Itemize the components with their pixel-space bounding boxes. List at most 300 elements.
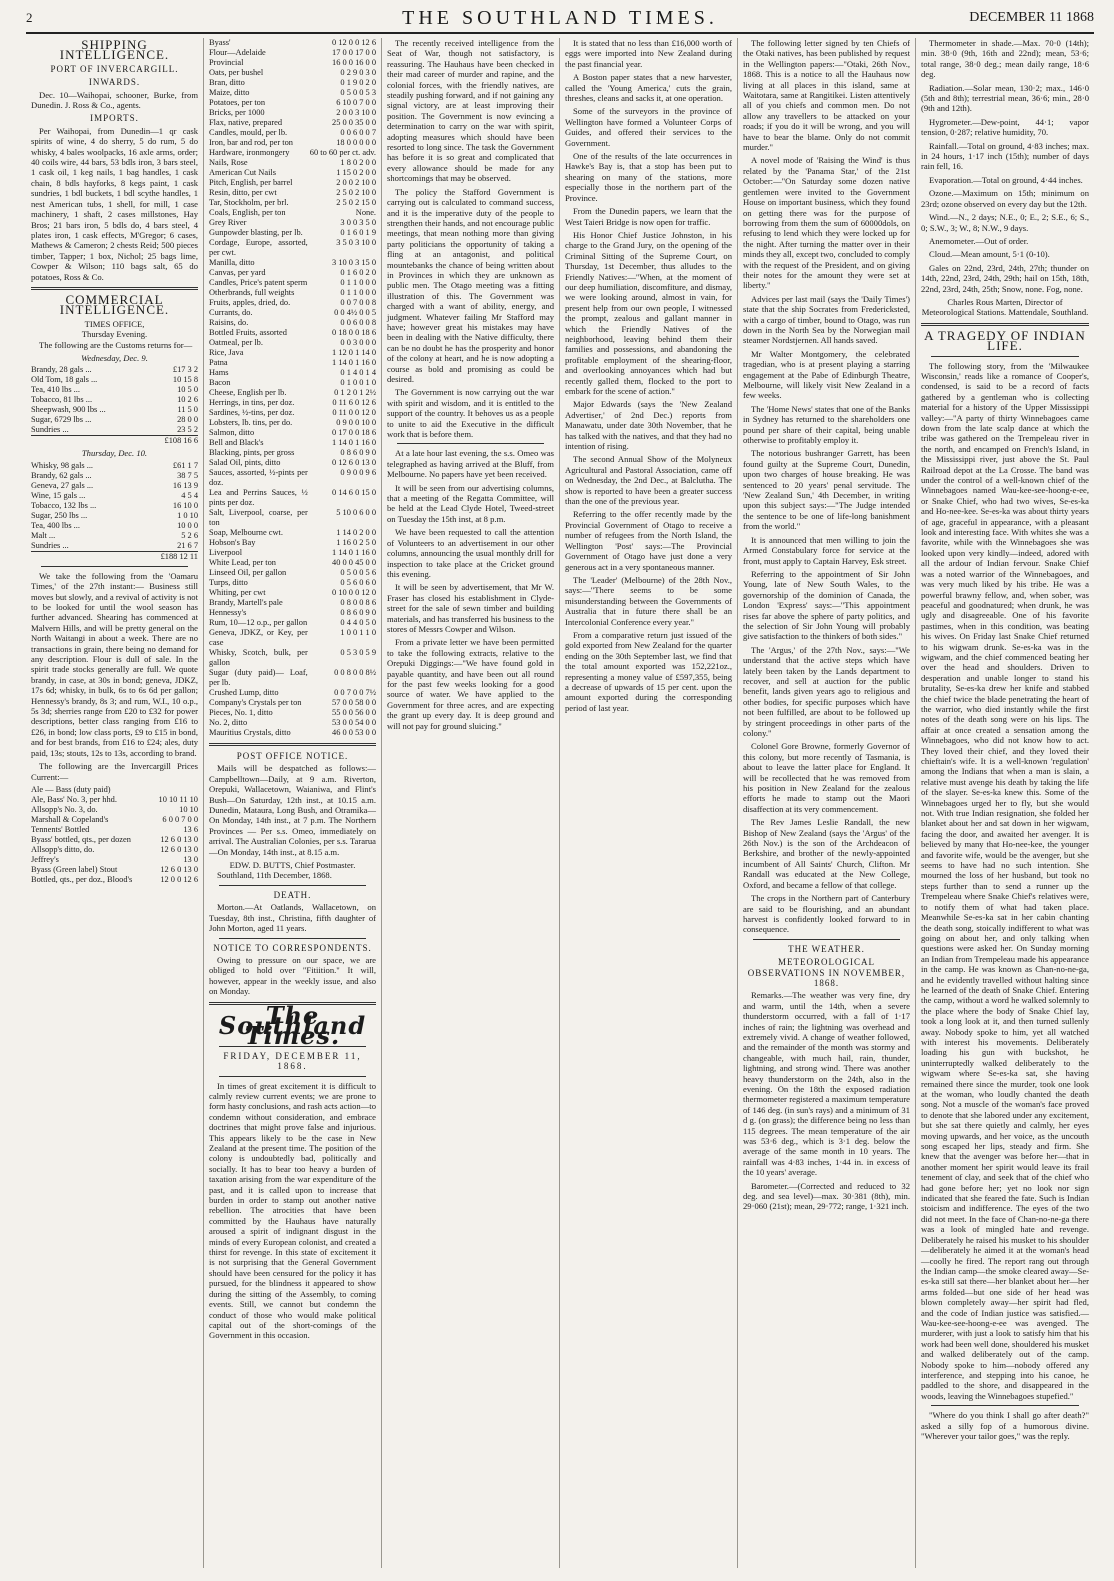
row-item: Turps, ditto xyxy=(209,578,248,587)
row-value: 28 0 0 xyxy=(177,415,198,425)
table-row xyxy=(209,128,376,138)
row-value: 0 1 1 0 0 0 xyxy=(340,288,376,297)
table-row xyxy=(209,538,376,548)
table-row xyxy=(209,208,376,218)
table-row xyxy=(31,471,198,481)
row-item: Candles, mould, per lb. xyxy=(209,128,288,137)
row-item: Ale — Bass (duty paid) xyxy=(31,784,111,794)
table-row xyxy=(209,718,376,728)
table-row xyxy=(31,865,198,875)
table-row xyxy=(209,108,376,118)
post-office-dated: Southland, 11th December, 1868. xyxy=(217,870,332,881)
news-item: Some of the surveyors in the province of Wellington have formed a Volunteer Corps of Guides, and offered their services to the Government. xyxy=(565,106,732,148)
row-item: Allsopp's No. 3, do. xyxy=(31,804,98,814)
row-item: Jeffrey's xyxy=(31,854,59,864)
row-item: Pieces, No. 1, ditto xyxy=(209,708,273,717)
table-row xyxy=(209,548,376,558)
row-value: 0 0 6 0 0 7 xyxy=(340,128,376,137)
divider xyxy=(931,1405,1079,1406)
row-value: 1 12 0 1 14 0 xyxy=(332,348,376,357)
row-value: 0 11 6 0 12 6 xyxy=(332,398,376,407)
row-item: Hobson's Bay xyxy=(209,538,256,547)
row-value: 2 0 0 3 10 0 xyxy=(336,108,376,117)
row-item: Fruits, apples, dried, do. xyxy=(209,298,291,307)
table-row xyxy=(209,228,376,238)
row-item: Tobacco, 132 lbs ... xyxy=(31,500,97,510)
table-row xyxy=(31,815,198,825)
table-row xyxy=(31,395,198,405)
row-value: 17 0 0 17 0 0 xyxy=(332,48,376,57)
customs-total-2: £188 12 11 xyxy=(31,551,198,562)
row-item: Soap, Melbourne cwt. xyxy=(209,528,283,537)
row-value: 0 1 6 0 1 9 xyxy=(340,228,376,237)
commercial-heading: COMMERCIAL INTELLIGENCE. xyxy=(59,291,170,318)
row-item: Sauces, assorted, ½-pints per doz. xyxy=(209,468,308,487)
news-item: From a private letter we have been permitted to take the following extracts, relative to the Orepuki Diggings:—"We have found gold in payable quantity, and have been out all round for the past few weeks looking for a good source of water. We have applied to the Government for three acres, and are expecting the grant up every day. It is deep ground and will not pay for ground sluicing." xyxy=(387,637,554,731)
row-item: Manilla, ditto xyxy=(209,258,255,267)
prices-intro: The following are the Invercargill Prices Current:— xyxy=(31,761,198,782)
weather-gales: Gales on 22nd, 23rd, 24th, 27th; thunder on 14th, 22nd, 23rd, 24th, 29th; hail on 15th, 18th, 22nd, 23rd, 24th, 25th; Snow, none. Fog, none. xyxy=(921,262,1089,294)
returns-date-1: Wednesday, Dec. 9. xyxy=(81,352,148,363)
divider xyxy=(31,287,198,290)
correspondents-heading: NOTICE TO CORRESPONDENTS. xyxy=(213,942,372,953)
row-item: Sundries ... xyxy=(31,540,69,550)
table-row xyxy=(209,258,376,268)
row-item: Pitch, English, per barrel xyxy=(209,178,293,187)
table-row xyxy=(31,855,198,865)
news-item: A novel mode of 'Raising the Wind' is thus related by the 'Panama Star,' of the 21st October:—"On Saturday some dozen native gentlemen were invited to the Government House on important business, which they found on getting there was for the purpose of borrowing from them the sum of 60000dols, on refusing to lend which they were locked up for the night. After turning the matter over in their minds they all, except two, concluded to comply with the request of the President, and on giving their notes for the amount they were set at liberty." xyxy=(743,155,910,291)
row-item: Ale, Bass' No. 3, per hhd. xyxy=(31,794,117,804)
row-value: 55 0 0 56 0 0 xyxy=(332,708,376,717)
row-value: 18 0 0 0 0 0 xyxy=(336,138,376,147)
row-value: 0 5 0 0 5 6 xyxy=(340,568,376,577)
columns xyxy=(26,38,1094,1568)
table-row xyxy=(209,218,376,228)
weather-barometer: Barometer.—(Corrected and reduced to 32 deg. and sea level)—max. 30·381 (8th), min. 29·060 (21st); mean, 29·772; range, 1·321 inch. xyxy=(743,1180,910,1212)
row-value: 0 0 8 0 0 8½ xyxy=(334,668,376,677)
row-item: Liverpool xyxy=(209,548,243,557)
row-value: 0 0 6 0 0 8 xyxy=(340,318,376,327)
table-row xyxy=(209,588,376,598)
news-item: Referring to the offer recently made by the Provincial Government of Otago to receive a number of refugees from the North Island, the Wellington 'Post' says:—The Provincial Government of Otago have just done a very generous act in a very spontaneous manner. xyxy=(565,509,732,572)
row-value: 1 14 0 1 16 0 xyxy=(332,438,376,447)
row-item: Tar, Stockholm, per brl. xyxy=(209,198,289,207)
customs-total-1-row xyxy=(31,435,198,446)
row-value: 21 6 7 xyxy=(177,540,198,550)
row-value: 16 13 9 xyxy=(172,480,198,490)
tragedy-story: The following story, from the 'Milwaukee Wisconsin,' reads like a romance of Cooper's, condensed, is said to be a record of facts gathered by a gentleman who is collecting material for a history of the Upper Mississippi valley:—"A party of thirty Winnebagoes came down from the late scalp dance at which the tribe was gathered on the Trempeleau river in the north, and encamped on French's Island, in the Mississippi river, just above the St. Paul Railroad depot at the La Crosse. The band was under the control of a well-known chief of the Winnebagoes named Wau-kee-see-hoong-e-ee, or Snake Chief, who had two wives, Se-es-ka and Ho-nee-kee. Se-es-ka was about thirty years of age, graceful in appearance, with a pleasant look and interesting face. With whites she was a favorite, while with the Winnebagoes she was looked upon very kindly—indeed, adored with all the ardour of Indian fervour. Snake Chief was a noted warrior of the Winnebagoes, and was very much liked by his tribe. He was a powerful brawny fellow, and, when sober, was peaceful and goodnatured; when drunk, he was ugly and disagreeable. One of his favorite pastimes, when in this condition, was beating his wives. On Friday last Snake Chief returned to his wigwam drunk. Se-es-ka was in the wigwam, and the chief commenced beating her over the head and shoulders. Driven to desperation and unable longer to stand his brutality, Se-es-ka drew her knife and stabbed the chief twice the blade penetrating the heart of the warrior, who died instantly while the first notes of the death song were on his lips. The affair at once created a sensation among the Winnebagoes, who did not know how to act. They loved their chief, and they loved their chieftain's wife. It is a well-known 'regulation' among the Indians that when a man is slain, a relative must avenge his death by taking the life of the slayer. Se-es-ka knew this. Some of the Winnebagoes urged her to fly, but she would not. With true Indian resignation, she folded her blanket about her and sat down in her wigwam, facing the door, and awaited her avenger. It is believed by many that Ho-nee-kee, the younger and favorite wife, would be the avenger, but she seems to have had no such intention. She mourned the loss of her husband, but took no steps further than to send a runner up the Trempeleau where Snake Chief's relatives were, to notify them of what had taken place. Meanwhile Se-es-ka sat in her cabin chanting the death song, stoically indifferent to what was going on about her, and only talking when questions were asked her. On Sunday morning an Indian from Trempeleau made his appearance in the camp. He was known as Chan-no-ne-ga, and he evidently travelled without halting since he learned of the death of Snake Chief. Entering the camp, without a word he walked solemnly to the place where the body of Snake Chief lay, took a long look at it, and then turned sullenly away. Nobody spoke to him, yet all watched with interest his movements. Deliberately loading his gun with buckshot, he uninterruptedly walked deliberately to the wigwam where Se-es-ka sat, she having remained there since the murder, took one look at the woman, who loudly chanted the death song. Not a muscle of the woman's face proved to denote that she labored under any excitement, but she sat there quietly and calmly, her eyes moving upwards, and her voice, as the uncouth song escaped her lips, steady and firm. She knew that the avenger was before her—that in another moment her spirit would leave its frail tenement of clay, and seek that of the chief who had gone before her; yet no look nor sign indicated that she feared the fate. Such is Indian stoicism and indifference. The eyes of the two did not meet. In the face of Chan-no-ne-ga there was a look of mingled hate and revenge. Deliberately he raised his musket to his shoulder—deliberately he aimed it at the woman's head—coolly he fired. The report rang out through the Indian camp—the smoke cleared away—Se-es-ka still sat there—her blanket about her—her arms folded—but one side of her head was blown completely away—her spirit had fled, and the code of Indian justice was satisfied.—Wau-kee-see-hoong-e-ee was avenged. The murderer, with just a look to satisfy him that his work had been well done, shouldered his musket and walked deliberately out of the camp. Nobody spoke to him—nobody offered any interference, and stepping into his canoe, he paddled to the shore, and disappeared in the woods, leaving the Winnebagoes stupefied." xyxy=(921,360,1089,1401)
row-value: 0 18 0 0 18 6 xyxy=(332,328,376,337)
tragedy-heading: A TRAGEDY OF INDIAN LIFE. xyxy=(924,327,1086,354)
column-6 xyxy=(916,38,1094,1568)
row-value: 16 0 0 16 0 0 xyxy=(332,58,376,67)
table-row xyxy=(209,88,376,98)
row-value: 0 1 2 0 1 2½ xyxy=(334,388,376,397)
leader-paragraph-1: In times of great excitement it is difficult to calmly review current events; we are prone to form hasty conclusions, and rash acts action—to condemn without consideration, and embrace doctrines that might prove false and injurious. This appears likely to be the case in New Zealand at the present time. The position of the colony is undoubtedly bad, politically and socially. It has to bear too heavy a burden of taxation arising from the war expenditure of the past, and it is called upon to increase that burden in order to stamp out another native rebellion. The atrocities that have been committed by the Hauhaus have naturally aroused a spirit of indignant disgust in the minds of every European colonist, and created a thirst for revenge. In this state of excitement it is not surprising that the General Government should have been censured for the policy it has pursued, for the blindness it appeared to show during the sitting of the Assembly, to coming events. Still, we cannot but condemn the conduct of those who would make political capital out of the short-comings of the Government in this occasion. xyxy=(209,1080,376,1341)
news-item: It is stated that no less than £16,000 worth of eggs were imported into New Zealand during the past financial year. xyxy=(565,38,732,69)
weather-hygrometer: Hygrometer.—Dew-point, 44·1; vapor tension, 0·287; relative humidity, 70. xyxy=(921,116,1089,138)
table-row xyxy=(209,668,376,688)
table-row xyxy=(209,288,376,298)
table-row xyxy=(31,365,198,375)
table-row xyxy=(209,98,376,108)
news-item: One of the results of the late occurrences in Hawke's Bay is, that a stop has been put to shearing on many of the stations, more especially those in the northern part of the Province. xyxy=(565,151,732,203)
returns-date-2: Thursday, Dec. 10. xyxy=(81,448,148,459)
table-row xyxy=(209,338,376,348)
postmaster-signature: EDW. D. BUTTS, Chief Postmaster. xyxy=(229,860,356,871)
table-row xyxy=(209,278,376,288)
news-item: From a comparative return just issued of the gold exported from New Zealand for the quarter ending on the 30th September last, we find that the total amount exported was 152,221oz., representing a money value of £597,355, being a decrease of upwards of 15 per cent. upon the amount exported during the corresponding period of last year. xyxy=(565,629,732,713)
row-item: Whisky, 98 gals ... xyxy=(31,460,94,470)
news-item: It will be seen by advertisement, that Mr W. Fraser has closed his establishment in Clyde-street for the sale of sewn timber and building materials, and has transferred his business to the stores of Messrs Cowper and Wilson. xyxy=(387,582,554,634)
row-item: Hennessy's xyxy=(209,608,247,617)
row-value: 10 10 11 10 xyxy=(158,794,198,804)
table-row xyxy=(31,541,198,551)
table-row xyxy=(31,875,198,885)
row-value: 0 10 0 0 12 0 xyxy=(332,588,376,597)
row-value: 13 0 xyxy=(183,854,198,864)
row-value: 10 2 6 xyxy=(177,395,198,405)
prices-table-2 xyxy=(209,38,376,738)
divider xyxy=(753,939,900,940)
row-item: Rice, Java xyxy=(209,348,244,357)
post-office-heading: POST OFFICE NOTICE. xyxy=(236,751,349,761)
news-item: Major Edwards (says the 'New Zealand Advertiser,' of 2nd Dec.) reports from Manawatu, under date 30th November, that he has talked with the natives, and that they had no intention of rising. xyxy=(565,399,732,452)
column-1 xyxy=(26,38,204,1568)
table-row xyxy=(31,521,198,531)
table-row xyxy=(209,708,376,718)
row-item: Tobacco, 81 lbs ... xyxy=(31,395,93,405)
inwards-text: Dec. 10—Waihopai, schooner, Burke, from Dunedin. J. Ross & Co., agents. xyxy=(31,89,198,111)
row-item: Canvas, per yard xyxy=(209,268,266,277)
row-item: Patna xyxy=(209,358,228,367)
table-row xyxy=(209,378,376,388)
row-value: 5 2 6 xyxy=(181,530,198,540)
table-row xyxy=(31,385,198,395)
row-item: Hardware, ironmongery xyxy=(209,148,290,157)
news-item: At a late hour last evening, the s.s. Omeo was telegraphed as having arrived at the Bluff, from Melbourne. No papers have yet been received. xyxy=(387,448,554,480)
page-number: 2 xyxy=(26,10,33,25)
table-row xyxy=(31,845,198,855)
news-item: Advices per last mail (says the 'Daily Times') state that the ship Socrates from Fredericksted, with a cargo of timber, bound to Otago, was run down in the North Sea by the Norwegian mail steamer Nordstjernen. All hands saved. xyxy=(743,293,910,346)
table-row xyxy=(209,508,376,528)
market-report: We take the following from the 'Oamaru Times,' of the 27th instant:— Business still moves but slowly, and a revival of activity is not to be looked for until the wool season has further advanced. Shearing has commenced at Malvern Hills, and will be pretty general on the North Waitangi in about a week. There are no transactions in grain, there being no demand for any description. Flour is dull of sale. In the spirit trade stocks generally are full. We quote brandy, in case, at 30s in bond; geneva, JDKZ, 17s 6d; whisky, in bulk, 6s to 6s 6d per gallon; Hennessy's brandy, 8s 3; and rum, W.I., 10 o.p., 5s 3d; sherries range from £20 to £32 for power descriptions, better class ranging from £16 to £26, in bond; low class ports, £9 to £15 in bond, and for best brands, from £16 to £24; ales, duty paid, 13s; stouts, 12s to 13s, according to brand. xyxy=(31,570,198,758)
row-value: 0 14 6 0 15 0 xyxy=(332,488,376,497)
news-item: A Boston paper states that a new harvester, called the 'Young America,' cuts the grain, threshes, cleans and sacks it, at one operation. xyxy=(565,72,732,104)
port-heading: PORT OF INVERCARGILL. xyxy=(50,63,179,74)
row-value: 1 14 0 1 16 0 xyxy=(332,548,376,557)
row-value: 12 0 0 12 6 xyxy=(160,874,198,884)
table-row xyxy=(209,618,376,628)
row-value: £17 3 2 xyxy=(172,365,198,375)
row-item: Flax, native, prepared xyxy=(209,118,283,127)
column-3 xyxy=(382,38,560,1568)
row-value: 0 8 0 0 8 6 xyxy=(340,598,376,607)
row-item: Geneva, 27 gals ... xyxy=(31,480,94,490)
row-value: None. xyxy=(355,208,376,217)
customs-total-2-row xyxy=(31,551,198,562)
news-item: It will be seen from our advertising columns, that a meeting of the Regatta Committee, will be held at the Lead Clyde Hotel, Tweed-street on Tuesday the 15th inst, at 8 p.m. xyxy=(387,482,554,524)
row-item: Linseed Oil, per gallon xyxy=(209,568,287,577)
row-item: Geneva, JDKZ, or Key, per case xyxy=(209,628,308,647)
news-item: The crops in the Northern part of Canterbury are said to be flourishing, and an abundant harvest is confidently looked forward to in consequence. xyxy=(743,893,910,935)
row-value: 0 0 3 0 0 0 xyxy=(340,338,376,347)
closing-anecdote: "Where do you think I shall go after death?" asked a silly fop of a humorous divine. "Wherever your tailor goes," was the reply. xyxy=(921,1410,1089,1441)
row-item: Marshall & Copeland's xyxy=(31,814,109,824)
news-item: Mr Walter Montgomery, the celebrated tragedian, who is at present playing a starring engagement at the Pabe of Edinburgh Theatre, Melbourne, will likely visit New Zealand in a few weeks. xyxy=(743,348,910,401)
customs-table-1 xyxy=(31,365,198,435)
row-item: Herrings, in tins, per doz. xyxy=(209,398,295,407)
row-value: 1 14 0 1 16 0 xyxy=(332,358,376,367)
leader-masthead: The Southland Times. xyxy=(218,1000,367,1051)
row-item: Sugar, 6729 lbs ... xyxy=(31,415,92,425)
row-item: Provincial xyxy=(209,58,244,67)
row-item: Rum, 10—12 o.p., per gallon xyxy=(209,618,308,627)
post-office-body: Mails will be despatched as follows:— Campbelltown—Daily, at 9 a.m. Riverton, Orepuki, Wallacetown, Waianiwa, and Flint's Bush—On Saturday, 12th inst., at 10.15 a.m. Dunedin, Mataura, Long Bush, and Otramika—On Monday, 14th inst., at 7 p.m. The Northern Provinces — Per s.s. Omeo, immediately on arrival. The Australian Colonies, per s.s. Tararua—On Monday, 14th inst., at 8.15 a.m. xyxy=(209,763,376,857)
row-value: 12 6 0 13 0 xyxy=(160,864,198,874)
table-row xyxy=(209,118,376,128)
divider xyxy=(209,743,376,746)
row-value: 6 0 0 7 0 0 xyxy=(162,814,198,824)
table-row xyxy=(209,608,376,618)
column-5 xyxy=(738,38,916,1568)
row-value: 2 0 0 2 10 0 xyxy=(336,178,376,187)
table-row xyxy=(31,415,198,425)
table-row xyxy=(209,728,376,738)
table-row xyxy=(31,805,198,815)
news-item: Colonel Gore Browne, formerly Governor of this colony, but more recently of Tasmania, is about to leave the latter place for England. It will be recollected that he was removed from his position in New Zealand for the zealous efforts he made to stamp out the Maori disaffection at its very commencement. xyxy=(743,741,910,814)
row-value: 0 0 4½ 0 0 5 xyxy=(334,308,376,317)
table-row xyxy=(209,558,376,568)
news-item: The 'Argus,' of the 27th Nov., says:—"We understand that the active steps which have lately been taken by the Lands department to recover, and sell at auction for the public benefit, lands given years ago to religious and other bodies, for specific purposes which have not been fulfilled, are about to be followed up by stringent proceedings in other parts of the colony." xyxy=(743,644,910,738)
weather-remarks: Remarks.—The weather was very fine, dry and warm, until the 14th, when a severe thunderstorm occurred, with a fall of 1·17 inches of rain; the lightning was overhead and extremely vivid. A change of weather followed, and the remainder of the month was stormy and changeable, with much hail, rain, thunder, lightning, and strong wind. There was another heavy thunderstorm on the 24th, also in the evening. On the 18th the exposed radiation thermometer registered a maximum temperature of 146 deg. (in sun's rays) and a minimum of 31 d g. (on grass); the difference being no less than 115 degrees. The mean temperature of the air was 53·6 deg., which is 3·1 deg. below the average of the same month in 10 years. The rainfall was 4·83 inches, 1·44 in. in excess of the 10 years' average. xyxy=(743,990,910,1178)
row-value: 12 6 0 13 0 xyxy=(160,844,198,854)
row-value: 0 1 6 0 2 0 xyxy=(340,268,376,277)
row-value: 3 0 0 3 5 0 xyxy=(340,218,376,227)
table-row xyxy=(209,328,376,338)
row-value: 16 10 0 xyxy=(172,500,198,510)
row-value: 13 6 xyxy=(183,824,198,834)
table-row xyxy=(209,648,376,668)
row-item: Wine, 15 gals ... xyxy=(31,490,86,500)
row-item: Grey River xyxy=(209,218,247,227)
table-row xyxy=(209,38,376,48)
weather-radiation: Radiation.—Solar mean, 130·2; max., 146·0 (5th and 8th); terrestrial mean, 36·6; min., 28·0 (9th and 12th). xyxy=(921,82,1089,114)
row-item: Candles, Price's patent sperm xyxy=(209,278,308,287)
row-item: Otherbrands, full weights xyxy=(209,288,295,297)
row-value: 12 6 0 13 0 xyxy=(160,834,198,844)
row-item: Oatmeal, per lb. xyxy=(209,338,263,347)
row-item: Tea, 400 lbs ... xyxy=(31,520,80,530)
table-row xyxy=(209,488,376,508)
table-row xyxy=(209,448,376,458)
weather-signature: Charles Rous Marten, Director of Meteorological Stations. Mattendale, Southland. xyxy=(921,296,1089,318)
leader-paragraph-3: The policy the Stafford Government is carrying out is calculated to command success, and it is the imperative duty of the people to strengthen their hands, and not encourage public meetings, that mean nothing more than giving party politicians the opportunity of taking a fling at an antagonist, and political mountebanks the chance of being written about in Provinces in which they are unknown as public men. The Otago meeting was a fitting illustration of this. The Government was charged with a want of ability, energy, and judgment. Whatever failing Mr Stafford may have; however great his mistakes may have been in dealing with the Native difficulty, there can be no doubt he has the prosperity and honor of the colony at heart, and he is now adopting a course as bold and promising as could be desired. xyxy=(387,186,554,384)
table-row xyxy=(31,425,198,435)
table-row xyxy=(209,68,376,78)
leader-dateline: FRIDAY, DECEMBER 11, 1868. xyxy=(223,1050,362,1072)
table-row xyxy=(31,795,198,805)
row-item: Nails, Rose xyxy=(209,158,248,167)
leader-paragraph-4: The Government is now carrying out the war with spirit and wisdom, and it is entitled to the support of the country. It behoves us as a people to unite to aid the Executive in the difficult work that is before them. xyxy=(387,387,554,440)
news-item: We have been requested to call the attention of Volunteers to an advertisement in our other columns, announcing the usual monthly drill for inspection to take place at the Cricket ground this evening. xyxy=(387,527,554,579)
row-item: Cordage, Europe, assorted, per cwt. xyxy=(209,238,308,257)
newspaper-title: THE SOUTHLAND TIMES. xyxy=(402,7,718,29)
table-row xyxy=(31,511,198,521)
table-row xyxy=(209,358,376,368)
row-item: Byass' xyxy=(209,38,231,47)
correspondents-notice: Owing to pressure on our space, we are obliged to hold over "Fitiition." It will, however, appear in the weekly issue, and also on Monday. xyxy=(209,954,376,997)
row-item: Salt, Liverpool, coarse, per ton xyxy=(209,508,308,527)
row-item: Bottled Fruits, assorted xyxy=(209,328,287,337)
table-row xyxy=(209,158,376,168)
row-item: Cheese, English per lb. xyxy=(209,388,287,397)
row-item: Byass (Green label) Stout xyxy=(31,864,118,874)
row-item: Sugar (duty paid)— Loaf, per lb. xyxy=(209,668,308,687)
row-item: White Lead, per ton xyxy=(209,558,276,567)
row-item: Lea and Perrins Sauces, ½ pints per doz. xyxy=(209,488,308,507)
news-item: The 'Home News' states that one of the Banks in Sydney has returned to the shareholders one pound per share of their capital, being unable otherwise to profitably employ it. xyxy=(743,403,910,446)
column-2 xyxy=(204,38,382,1568)
row-item: Sundries ... xyxy=(31,425,69,435)
news-item: The second Annual Show of the Molyneux Agricultural and Pastoral Association, came off on Wednesday, the 2nd Dec., at Balclutha. The show is reported to have been a greater success than the one of the previous year. xyxy=(565,454,732,507)
weather-rainfall: Rainfall.—Total on ground, 4·83 inches; max. in 24 hours, 1·17 inch (15th); number of days rain fell, 16. xyxy=(921,140,1089,172)
row-item: Currants, do. xyxy=(209,308,253,317)
death-notice: Morton.—At Oatlands, Wallacetown, on Tuesday, 8th inst., Christina, fifth daughter of John Morton, aged 11 years. xyxy=(209,902,376,934)
table-row xyxy=(209,188,376,198)
row-value: 53 0 0 54 0 0 xyxy=(332,718,376,727)
row-value: 0 1 1 0 0 0 xyxy=(340,278,376,287)
row-item: Tennents' Bottled xyxy=(31,824,90,834)
row-item: Crushed Lump, ditto xyxy=(209,688,279,697)
row-item: Whisky, Scotch, bulk, per gallon xyxy=(209,648,308,667)
divider xyxy=(397,443,544,444)
table-row xyxy=(209,438,376,448)
row-value: 23 5 2 xyxy=(177,425,198,435)
table-row xyxy=(209,398,376,408)
row-value: 3 10 0 3 15 0 xyxy=(332,258,376,267)
row-value: 10 0 0 xyxy=(177,520,198,530)
row-value: 1 0 0 1 1 0 xyxy=(340,628,376,637)
row-value: 5 10 0 6 0 0 xyxy=(336,508,376,517)
table-row xyxy=(209,148,376,158)
table-row xyxy=(209,368,376,378)
row-value: 0 12 0 0 12 6 xyxy=(332,38,376,47)
row-item: Brandy, Martell's pale xyxy=(209,598,283,607)
row-item: Coals, English, per ton xyxy=(209,208,286,217)
row-item: Resin, ditto, per cwt xyxy=(209,188,277,197)
table-row xyxy=(209,308,376,318)
table-row xyxy=(209,458,376,468)
customs-total-1: £108 16 6 xyxy=(31,436,198,447)
row-item: Whiting, per cwt xyxy=(209,588,266,597)
news-item: The 'Leader' (Melbourne) of the 28th Nov., says:—"There seems to be some misunderstanding between the Governments of Australia that in future there shall be an Intercolonial Conference every year." xyxy=(565,574,732,627)
row-value: 10 5 0 xyxy=(177,385,198,395)
table-row xyxy=(209,78,376,88)
table-row xyxy=(209,568,376,578)
row-value xyxy=(149,785,198,795)
row-value: 0 5 3 0 5 9 xyxy=(340,648,376,657)
divider xyxy=(921,323,1089,326)
weather-cloud: Cloud.—Mean amount, 5·1 (0-10). xyxy=(929,249,1050,260)
weather-wind: Wind.—N., 2 days; N.E., 0; E., 2; S.E., 6; S., 0; S.W., 3; W., 8; N.W., 9 days. xyxy=(921,212,1089,233)
table-row xyxy=(209,408,376,418)
row-item: Bacon xyxy=(209,378,231,387)
row-value: 0 1 0 0 1 0 xyxy=(340,378,376,387)
row-item: Brandy, 62 gals ... xyxy=(31,470,92,480)
row-value: 40 0 0 45 0 0 xyxy=(332,558,376,567)
death-heading: DEATH. xyxy=(273,889,312,900)
row-item: Allsopp's ditto, do. xyxy=(31,844,95,854)
divider xyxy=(931,356,1079,357)
row-value: 0 1 9 0 2 0 xyxy=(340,78,376,87)
row-item: Flour—Adelaide xyxy=(209,48,266,57)
row-value: 2 5 0 2 15 0 xyxy=(336,198,376,207)
row-item: Mauritius Crystals, ditto xyxy=(209,728,291,737)
row-item: Hams xyxy=(209,368,229,377)
table-row xyxy=(209,238,376,258)
row-item: Iron, bar and rod, per ton xyxy=(209,138,293,147)
row-value: 0 4 4 0 5 0 xyxy=(340,618,376,627)
table-row xyxy=(209,628,376,648)
row-value: 60 to 60 per ct. adv. xyxy=(309,148,376,157)
leader-paragraph-2: The recently received intelligence from the Seat of War, though not satisfactory, is reassuring. The Hauhaus have been checked in their mad career of murder and rapine, and the colonial forces, with the friendly natives, are steadily pushing forward, and if not gaining any signal victory, are at least improving their position. The Government is now evincing a determination to carry on the war with spirit, adopting measures which should have been resorted to long since. The task the Government has before it is so great and complicated that every allowance should be made for any shortcomings that may be observed. xyxy=(387,38,554,184)
table-row xyxy=(209,418,376,428)
row-value: 1 16 0 2 5 0 xyxy=(336,538,376,547)
row-item: Malt ... xyxy=(31,530,56,540)
news-item: The Rev James Leslie Randall, the new Bishop of New Zealand (says the 'Argus' of the 26th Nov.) is the son of the Archdeacon of Berkshire, and brother of the newly-appointed incumbent of All Saints' Church, Clifton. Mr Randall was educated at the New College, Oxford, and became a fellow of that college. xyxy=(743,817,910,890)
row-value: 0 17 0 0 18 6 xyxy=(332,428,376,437)
table-row xyxy=(209,468,376,488)
row-value: 0 0 7 0 0 7½ xyxy=(334,688,376,697)
table-row xyxy=(209,688,376,698)
table-row xyxy=(31,835,198,845)
row-value: 1 15 0 2 0 0 xyxy=(336,168,376,177)
row-item: Sugar, 250 lbs ... xyxy=(31,510,88,520)
weather-ozone: Ozone.—Maximum on 15th; minimum on 23rd; ozone observed on every day but the 12th. xyxy=(921,188,1089,209)
table-row xyxy=(31,825,198,835)
row-item: Sheepwash, 900 lbs ... xyxy=(31,405,106,415)
row-value: 0 5 6 0 6 0 xyxy=(340,578,376,587)
row-value: 0 12 6 0 13 0 xyxy=(332,458,376,467)
row-item: Lobsters, lb. tins, per do. xyxy=(209,418,293,427)
divider xyxy=(41,566,188,567)
row-value: 1 0 10 xyxy=(177,510,198,520)
row-value: 38 7 5 xyxy=(177,470,198,480)
row-value: 0 9 0 0 10 0 xyxy=(336,418,376,427)
row-item: Raisins, do. xyxy=(209,318,249,327)
imports-text: Per Waihopai, from Dunedin—1 qr cask spirits of wine, 4 do sherry, 5 do rum, 5 do whisky, 4 bales woolpacks, 16 axle arms, order; 40 coils wire, 44 bars, 53 bdls iron, 3 bars steel, 1 cask oil, 1 keg nails, 1 bag handles, 1 cask chain, 8 bdls hayforks, 8 kegs paint, 1 cask sundries, 1 bdl buckets, 1 bdl scythe handles, 1 nest American tubs, 1 shell, for mill, 1 case machinery, 1 shaft, 2 cases millstones, Hay Bros; 21 bars iron, 5 bdls do, 4 bars steel, 4 plates iron, 1 cask effects, M'Gregor; 6 cases, Mathews & Cameron; 2 chests Reid; 500 pieces timber, Tapper; 1 box, Nichol; 25 bags lime, Cowper & Wilson; 110 bags salt, 65 do potatoes, Ross & Co. xyxy=(31,125,198,282)
row-item: Bricks, per 1000 xyxy=(209,108,265,117)
news-item: The following letter signed by ten Chiefs of the Otaki natives, has been published by request in the Wellington papers:—"Otaki, 26th Nov., 1868. This is a notice to all the Hauhaus now living at all places in this island, same at Waitotara, same at Rangitikei. Listen attentively all of you chiefs and common men. Do not allow any travellers to be attacked on your roads; if you do it will be wrong, and you will have to bear the blame. Only do not commit murder." xyxy=(743,38,910,153)
times-office: TIMES OFFICE, xyxy=(84,318,145,329)
table-row xyxy=(31,531,198,541)
row-value: 0 1 4 0 1 4 xyxy=(340,368,376,377)
row-value: 0 11 0 0 12 0 xyxy=(332,408,376,417)
row-value: 6 10 0 7 0 0 xyxy=(336,98,376,107)
weather-anemometer: Anemometer.—Out of order. xyxy=(929,235,1029,246)
table-row xyxy=(31,481,198,491)
row-value: 2 5 0 2 10 0 xyxy=(336,188,376,197)
table-row xyxy=(209,178,376,188)
weather-subheading: METEOROLOGICAL OBSERVATIONS IN NOVEMBER, 1868. xyxy=(747,957,906,988)
row-item: Salmon, ditto xyxy=(209,428,255,437)
row-item: Sardines, ½-tins, per doz. xyxy=(209,408,295,417)
prices-table-1 xyxy=(31,785,198,885)
row-value: 0 2 9 0 3 0 xyxy=(340,68,376,77)
customs-table-2 xyxy=(31,461,198,551)
customs-intro: The following are the Customs returns for— xyxy=(39,339,193,350)
